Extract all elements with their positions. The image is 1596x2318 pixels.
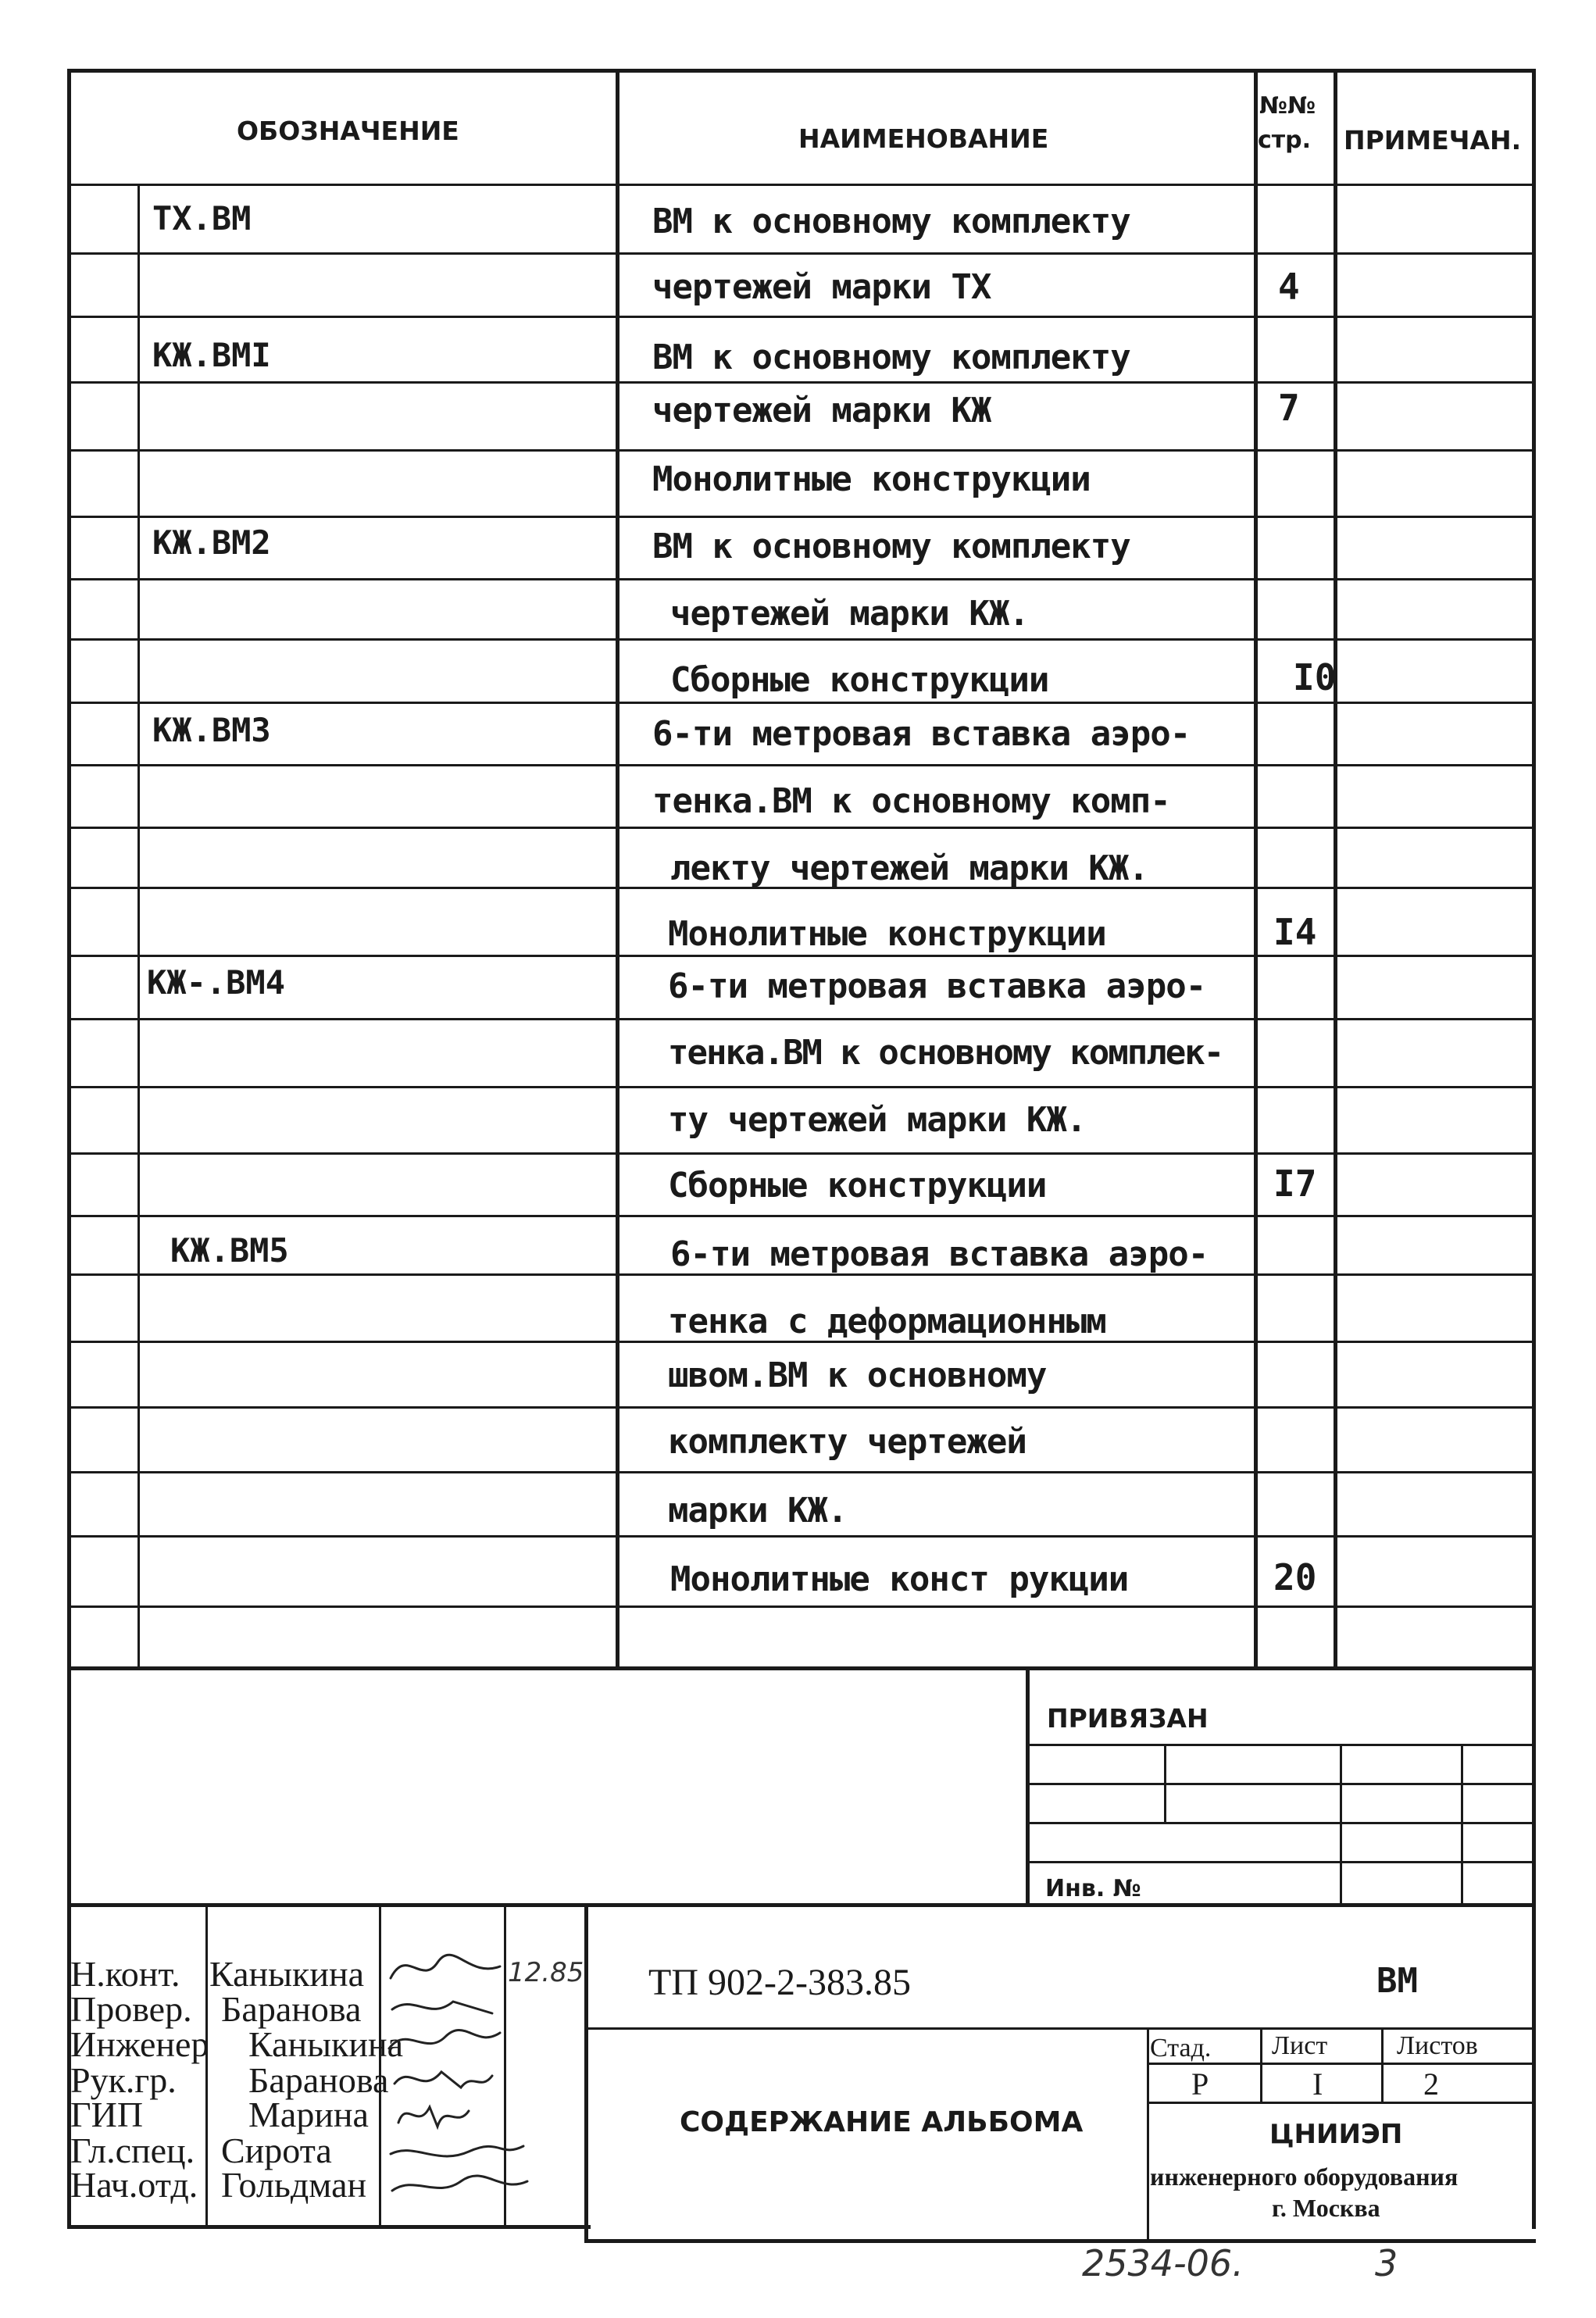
- col-line: [1334, 69, 1337, 1668]
- row-page: 4: [1278, 266, 1300, 308]
- staff-role: Рук.гр.: [70, 2060, 177, 2100]
- row-line: [67, 578, 1536, 580]
- row-line: [67, 1535, 1536, 1538]
- org-left-line: [1147, 2027, 1149, 2242]
- col-line: [616, 69, 619, 1668]
- inv-label: Инв. №: [1045, 1875, 1141, 1902]
- row-line: [67, 449, 1536, 452]
- row-name: ту чертежей марки КЖ.: [668, 1100, 1087, 1140]
- stage-line: [1260, 2027, 1262, 2102]
- row-name: ВМ к основному комплекту: [652, 202, 1130, 241]
- row-code: КЖ-.ВМ4: [147, 963, 286, 1002]
- row-line: [67, 516, 1536, 518]
- binding-line: [1026, 1783, 1534, 1785]
- row-line: [67, 1086, 1536, 1088]
- stage-value: Р: [1191, 2066, 1209, 2102]
- row-code: КЖ.ВМ5: [170, 1231, 289, 1270]
- row-name: чертежей марки ТХ: [652, 267, 991, 307]
- header-designation: ОБОЗНАЧЕНИЕ: [237, 116, 459, 146]
- row-page: 7: [1278, 387, 1300, 429]
- row-line: [67, 381, 1536, 384]
- binding-line: [1026, 1822, 1534, 1824]
- row-name: чертежей марки КЖ.: [670, 594, 1029, 634]
- row-name: Монолитные конструкции: [652, 459, 1091, 499]
- header-note: ПРИМЕЧАН.: [1344, 125, 1522, 155]
- frame-left: [67, 69, 71, 1748]
- sheet-value: I: [1312, 2066, 1323, 2102]
- row-name: тенка.ВМ к основному комп-: [652, 781, 1170, 821]
- header-divider: [67, 184, 1536, 186]
- staff-role: ГИП: [70, 2095, 144, 2134]
- binding-left-line: [1026, 1666, 1030, 1905]
- stage-label: Стад.: [1150, 2034, 1212, 2063]
- binding-line: [1164, 1744, 1166, 1822]
- staff-right-line: [584, 1903, 588, 2243]
- row-name: ВМ к основному комплекту: [652, 527, 1130, 566]
- row-page: I4: [1273, 911, 1317, 953]
- row-line: [67, 1215, 1536, 1217]
- row-line: [67, 316, 1536, 318]
- staff-role: Провер.: [70, 1989, 192, 2029]
- row-line: [67, 252, 1536, 255]
- staff-name: Каныкина: [248, 2024, 404, 2064]
- row-name: ВМ к основному комплекту: [652, 338, 1130, 377]
- row-line: [67, 1471, 1536, 1473]
- row-name: швом.ВМ к основному: [668, 1355, 1047, 1395]
- table-bottom: [67, 1666, 1536, 1670]
- sheet-label: Лист: [1272, 2031, 1328, 2060]
- staff-name: Гольдман: [221, 2165, 367, 2205]
- staff-col: [205, 1903, 208, 2227]
- sheets-value: 2: [1423, 2066, 1439, 2102]
- row-name: лекту чертежей марки КЖ.: [670, 848, 1148, 888]
- staff-role: Н.конт.: [70, 1954, 180, 1994]
- row-line: [67, 955, 1536, 957]
- col-line: [137, 184, 140, 1668]
- binding-line: [1340, 1744, 1342, 1904]
- staff-role: Нач.отд.: [70, 2165, 198, 2205]
- frame-top: [67, 69, 1536, 73]
- row-line: [67, 702, 1536, 704]
- signatures: [383, 1947, 539, 2213]
- project-code: ТП 902-2-383.85: [648, 1962, 911, 2003]
- row-page: 20: [1273, 1556, 1317, 1598]
- row-name: 6-ти метровая вставка аэро-: [652, 714, 1191, 754]
- row-line: [67, 638, 1536, 641]
- header-page-line2: стр.: [1258, 127, 1312, 154]
- row-name: Монолитные конст рукции: [670, 1559, 1129, 1599]
- binding-line: [1461, 1744, 1463, 1904]
- staff-name: Марина: [248, 2095, 369, 2134]
- row-name: тенка.ВМ к основному комплек-: [668, 1033, 1223, 1073]
- staff-date: 12.85: [508, 1957, 584, 1988]
- row-name: чертежей марки КЖ: [652, 391, 991, 430]
- row-line: [67, 1605, 1536, 1608]
- org-name: ЦНИИЭП: [1269, 2119, 1403, 2150]
- row-page: I0: [1293, 656, 1337, 698]
- row-name: 6-ти метровая вставка аэро-: [670, 1234, 1209, 1274]
- col-line: [1254, 69, 1258, 1668]
- page-number: 3: [1375, 2242, 1398, 2284]
- row-line: [67, 1018, 1536, 1020]
- row-name: Сборные конструкции: [668, 1166, 1047, 1205]
- staff-name: Баранова: [221, 1989, 362, 2029]
- row-name: Монолитные конструкции: [668, 914, 1106, 954]
- binding-title: ПРИВЯЗАН: [1047, 1703, 1209, 1734]
- row-line: [67, 827, 1536, 829]
- row-name: марки КЖ.: [668, 1491, 848, 1530]
- header-name: НАИМЕНОВАНИЕ: [798, 123, 1049, 154]
- mark: ВМ: [1376, 1961, 1418, 2001]
- row-line: [67, 1152, 1536, 1155]
- row-name: 6-ти метровая вставка аэро-: [668, 966, 1206, 1006]
- row-line: [67, 764, 1536, 766]
- document-title: СОДЕРЖАНИЕ АЛЬБОМА: [680, 2106, 1084, 2138]
- row-code: ТХ.ВМ: [152, 199, 252, 238]
- title-block-bottom: [67, 2225, 591, 2229]
- org-city: г. Москва: [1272, 2194, 1380, 2222]
- staff-role: Инженер: [70, 2024, 209, 2064]
- row-code: КЖ.ВМ3: [152, 711, 271, 749]
- staff-name: Каныкина: [209, 1954, 365, 1994]
- sheets-label: Листов: [1397, 2031, 1478, 2060]
- title-block-top: [67, 1903, 1536, 1907]
- header-page-line1: №№: [1259, 92, 1316, 120]
- row-code: КЖ.ВМI: [152, 336, 271, 374]
- row-code: КЖ.ВМ2: [152, 523, 271, 562]
- inventory-number: 2534-06.: [1082, 2242, 1244, 2284]
- row-name: комплекту чертежей: [668, 1422, 1027, 1462]
- row-name: Сборные конструкции: [670, 660, 1049, 700]
- binding-line: [1026, 1744, 1534, 1746]
- row-line: [67, 1406, 1536, 1409]
- staff-name: Сирота: [221, 2130, 332, 2170]
- code-divider: [584, 2027, 1536, 2030]
- staff-role: Гл.спец.: [70, 2130, 195, 2170]
- row-name: тенка с деформационным: [668, 1302, 1106, 1341]
- staff-name: Баранова: [248, 2060, 389, 2100]
- row-page: I7: [1273, 1163, 1317, 1205]
- stage-line: [1381, 2027, 1384, 2102]
- binding-line: [1026, 1861, 1534, 1863]
- org-line2: инженерного оборудования: [1150, 2163, 1459, 2191]
